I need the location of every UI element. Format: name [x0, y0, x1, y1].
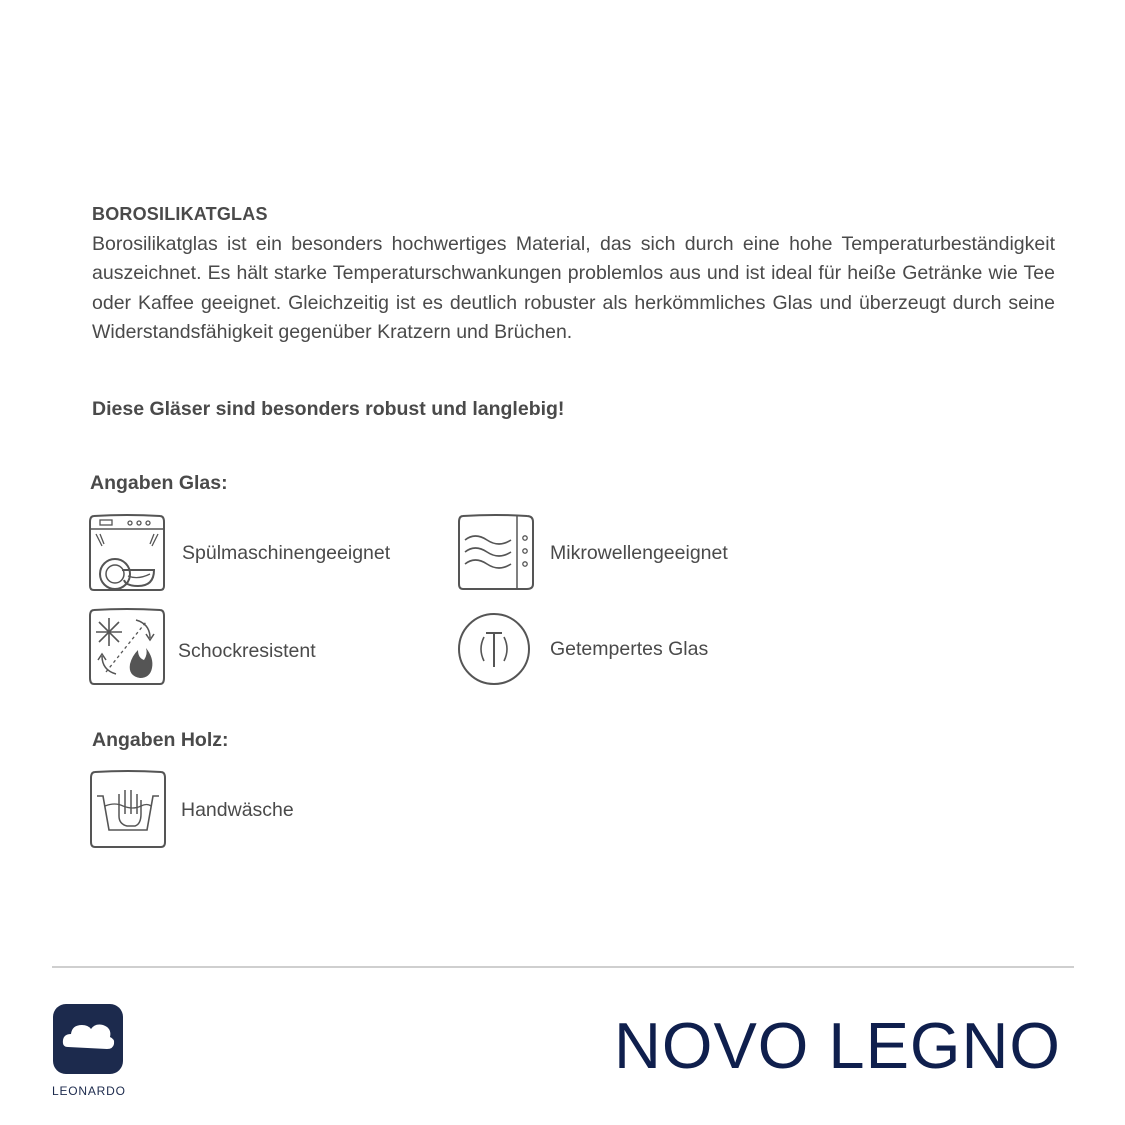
wood-section-title: Angaben Holz: — [92, 729, 229, 751]
footer-divider — [52, 966, 1074, 968]
feature-tempered-glass — [457, 611, 757, 691]
microwave-icon — [457, 514, 535, 592]
leonardo-cloud-icon — [52, 1003, 124, 1075]
material-heading: BOROSILIKATGLAS — [92, 204, 268, 224]
feature-thermal-shock — [88, 608, 388, 688]
tempered-glass-icon — [457, 611, 533, 687]
feature-microwave — [457, 514, 777, 594]
feature-microwave-label: Mikrowellengeeignet — [550, 542, 728, 564]
feature-hand-wash-label: Handwäsche — [181, 799, 294, 821]
feature-dishwasher — [88, 514, 428, 594]
feature-dishwasher-label: Spülmaschinengeeignet — [182, 542, 391, 564]
brand-name: LEONARDO — [52, 1084, 126, 1098]
feature-tempered-glass-label: Getempertes Glas — [550, 638, 709, 660]
product-name: NOVO LEGNO — [613, 1009, 1061, 1082]
hand-wash-icon — [89, 770, 167, 848]
robustness-statement: Diese Gläser sind besonders robust und langlebig! — [92, 398, 565, 420]
material-description: Borosilikatglas ist ein besonders hochwertiges Material, das sich durch eine hohe Temperaturbeständigkeit auszeichnet. Es hält starke Temperaturschwankungen problemlos aus und ist ideal für heiße Getränke wie Tee oder Kaffee geeignet. Gleichzeitig ist es deutlich robuster als herkömmliches Glas und überzeugt durch seine Widerstandsfähigkeit gegenüber Kratzern und Brüchen. — [92, 233, 1055, 343]
brand-logo — [52, 1003, 124, 1103]
dishwasher-icon — [88, 514, 166, 592]
glass-section-title: Angaben Glas: — [90, 472, 228, 494]
feature-hand-wash — [89, 770, 389, 850]
thermal-shock-icon — [88, 608, 166, 686]
feature-thermal-shock-label: Schockresistent — [178, 640, 316, 662]
